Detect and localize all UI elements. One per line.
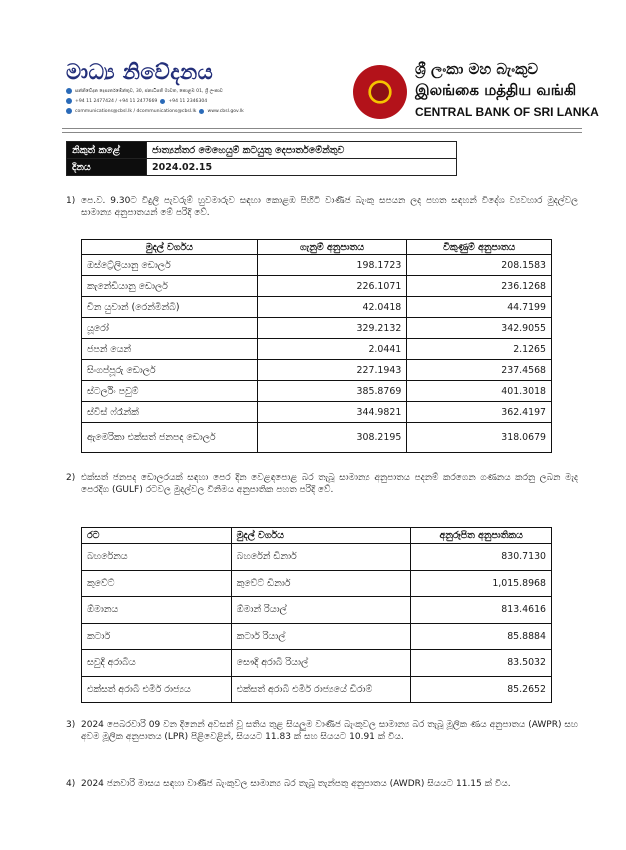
buying-rate-cell: 385.8769 — [257, 381, 407, 402]
table-row — [82, 360, 552, 381]
rate-cell: 83.5032 — [411, 650, 552, 677]
paragraph-number: 3) — [66, 720, 76, 730]
buying-rate-cell: 226.1071 — [257, 276, 407, 297]
paragraph-number: 2) — [66, 473, 76, 483]
currency-cell: කැනේඩියානු ඩොලර් — [82, 276, 258, 297]
buying-rate-cell: 198.1723 — [257, 255, 407, 276]
paragraph-text: පෙ.ව. 9.30ට විදුලි පැවරුම් හුවමාරුව සඳහා කොළඹ පිහිටි වාණිජ බැංකු සපයන ලද පහත සඳහන් විදේශ ව්‍යවහාර මුදල්වල සාමාන්‍ය අනුපාතයන් මේ පරිදි වේ. — [81, 196, 578, 218]
bank-name-block — [415, 60, 599, 119]
paragraph-number: 4) — [66, 779, 76, 789]
bank-name-english: CENTRAL BANK OF SRI LANKA — [415, 105, 599, 119]
currency-cell: බහරේන් ඩිනාර් — [231, 544, 411, 571]
paragraph-text: එක්සත් ජනපද ඩොලරයක් සඳහා පෙර දින වෙළඳපොළ බර තැබූ සාමාන්‍ය අනුපාතය පදනම් කරගෙන ගණනය කරනු ලබන මැද පෙරදිග (GULF) රටවල මුදල්වල විනිමය අනුපාතික පහත පරිදි වේ. — [81, 473, 578, 495]
rate-cell: 830.7130 — [411, 544, 552, 571]
table-header-row — [82, 528, 552, 544]
selling-rate-cell: 362.4197 — [407, 402, 552, 423]
paragraph-1 — [66, 195, 578, 219]
country-cell: කුවේට් — [82, 570, 232, 597]
currency-cell: ස්ටර්ලිං පවුම් — [82, 381, 258, 402]
press-release-title: මාධ්‍ය නිවේදනය — [66, 60, 214, 84]
table-row — [82, 570, 552, 597]
table-row — [82, 650, 552, 677]
rate-cell: 813.4616 — [411, 597, 552, 624]
paragraph-4 — [66, 778, 578, 790]
country-cell: සවුදි අරාබිය — [82, 650, 232, 677]
web-icon — [199, 109, 204, 114]
press-release-header — [66, 60, 326, 115]
address-line — [66, 87, 326, 95]
phone-text: +94 11 2477424 / +94 11 2477669 — [75, 98, 158, 104]
table-row — [82, 276, 552, 297]
paragraph-text: 2024 ජනවාරි මාසය සඳහා වාණිජ බැංකුවල සාමාන්‍ය බර තැබූ තැන්පතු අනුපාතය (AWDR) සියයට 11.15 ක් විය. — [81, 779, 511, 789]
bank-name-tamil: இலங்கை மத்திய வங்கி — [415, 81, 577, 99]
location-icon — [66, 88, 72, 94]
currency-cell: ඕමාන් රියාල් — [231, 597, 411, 624]
table-row — [82, 676, 552, 703]
selling-rate-cell: 342.9055 — [407, 318, 552, 339]
table-row — [82, 623, 552, 650]
table-row — [82, 318, 552, 339]
header-divider — [62, 128, 582, 129]
buying-rate-column-header: ගැනුම් අනුපාතය — [257, 240, 407, 255]
indicative-rate-column-header: අනුරූපිත අනුපාතිකය — [411, 528, 552, 544]
currency-cell: යූරෝ — [82, 318, 258, 339]
cbsl-seal-logo — [353, 65, 407, 119]
paragraph-2 — [66, 472, 578, 496]
selling-rate-cell: 44.7199 — [407, 297, 552, 318]
address-text: සන්නිවේදන දෙපාර්තමේන්තුව, 30, ජනාධිපති මාවත, කොළඹ 01, ශ්‍රී ලංකාව — [75, 89, 223, 94]
table-row — [82, 544, 552, 571]
country-cell: කටාර් — [82, 623, 232, 650]
paragraph-number: 1) — [66, 196, 76, 206]
currency-cell: ඔස්ට්‍රේලියානු ඩොලර් — [82, 255, 258, 276]
currency-cell: සෞදි අරාබි රියාල් — [231, 650, 411, 677]
contact-phone-line — [66, 97, 326, 105]
currency-cell: කටාර් රියාල් — [231, 623, 411, 650]
header-divider-2 — [62, 132, 582, 133]
buying-rate-cell: 42.0418 — [257, 297, 407, 318]
selling-rate-column-header: විකුණුම් අනුපාතය — [407, 240, 552, 255]
country-cell: එක්සත් අරාබි එමීර් රාජ්‍යය — [82, 676, 232, 703]
buying-rate-cell: 308.2195 — [257, 423, 407, 453]
fax-text: +94 11 2346304 — [168, 98, 208, 104]
currency-cell: එක්සත් අරාබි එමීර් රාජ්‍යයේ ඩිරාම් — [231, 676, 411, 703]
table-header-row — [82, 240, 552, 255]
email-icon — [66, 108, 72, 114]
currency-column-header: මුදල් වර්ගය — [82, 240, 258, 255]
bank-name-sinhala: ශ්‍රී ලංකා මහ බැංකුව — [415, 60, 539, 78]
website-text: www.cbsl.gov.lk — [207, 108, 244, 114]
table-row — [82, 297, 552, 318]
buying-rate-cell: 2.0441 — [257, 339, 407, 360]
rate-cell: 1,015.8968 — [411, 570, 552, 597]
currency-cell: චීන යුවාන් (රෙන්මින්බි) — [82, 297, 258, 318]
issued-by-label: නිකුත් කළේ — [67, 142, 147, 159]
release-meta-table — [66, 141, 457, 176]
lion-emblem-icon — [371, 83, 389, 101]
country-column-header: රට — [82, 528, 232, 544]
date-label: දිනය — [67, 159, 147, 176]
currency-cell: ස්විස් ෆ්රෑන්ක් — [82, 402, 258, 423]
table-row — [82, 255, 552, 276]
contact-email-line — [66, 107, 326, 115]
fax-icon — [160, 99, 165, 104]
rate-cell: 85.2652 — [411, 676, 552, 703]
buying-rate-cell: 329.2132 — [257, 318, 407, 339]
buying-rate-cell: 344.9821 — [257, 402, 407, 423]
country-cell: ඕමානය — [82, 597, 232, 624]
selling-rate-cell: 236.1268 — [407, 276, 552, 297]
selling-rate-cell: 208.1583 — [407, 255, 552, 276]
date-value: 2024.02.15 — [147, 159, 457, 176]
country-cell: බහරේනය — [82, 544, 232, 571]
table-row — [82, 597, 552, 624]
currency-cell: ඇමෙරිකා එක්සත් ජනපද ඩොලර් — [82, 423, 258, 453]
exchange-rates-table — [81, 239, 552, 453]
selling-rate-cell: 2.1265 — [407, 339, 552, 360]
table-row — [82, 381, 552, 402]
buying-rate-cell: 227.1943 — [257, 360, 407, 381]
selling-rate-cell: 401.3018 — [407, 381, 552, 402]
table-row — [82, 423, 552, 453]
paragraph-text: 2024 පෙබරවාරි 09 වන දිනෙන් අවසන් වූ සතිය තුළ සියලුම වාණිජ බැංකුවල සාමාන්‍ය බර තැබූ මූලික ණය අනුපාතය (AWPR) සහ අවම මූලික අනුපාතය (LPR) පිළිවෙළින්, සියයට 11.83 ක් සහ සියයට 10.91 ක් විය. — [81, 720, 578, 742]
selling-rate-cell: 318.0679 — [407, 423, 552, 453]
phone-icon — [66, 98, 72, 104]
rate-cell: 85.8884 — [411, 623, 552, 650]
currency-cell: සිංගප්පූරු ඩොලර් — [82, 360, 258, 381]
currency-cell: කුවේට් ඩිනාර් — [231, 570, 411, 597]
currency-column-header: මුදල් වර්ගය — [231, 528, 411, 544]
selling-rate-cell: 237.4568 — [407, 360, 552, 381]
table-row — [82, 339, 552, 360]
currency-cell: ජපන් යෙන් — [82, 339, 258, 360]
email-text: communications@cbsl.lk / dcommunications@cbsl.lk — [75, 108, 197, 114]
issued-by-value: ජාත්‍යන්තර මෙහෙයුම් කටයුතු දෙපාර්තමේන්තුව — [147, 142, 457, 159]
gulf-rates-table — [81, 527, 552, 703]
paragraph-3 — [66, 719, 578, 743]
table-row — [82, 402, 552, 423]
